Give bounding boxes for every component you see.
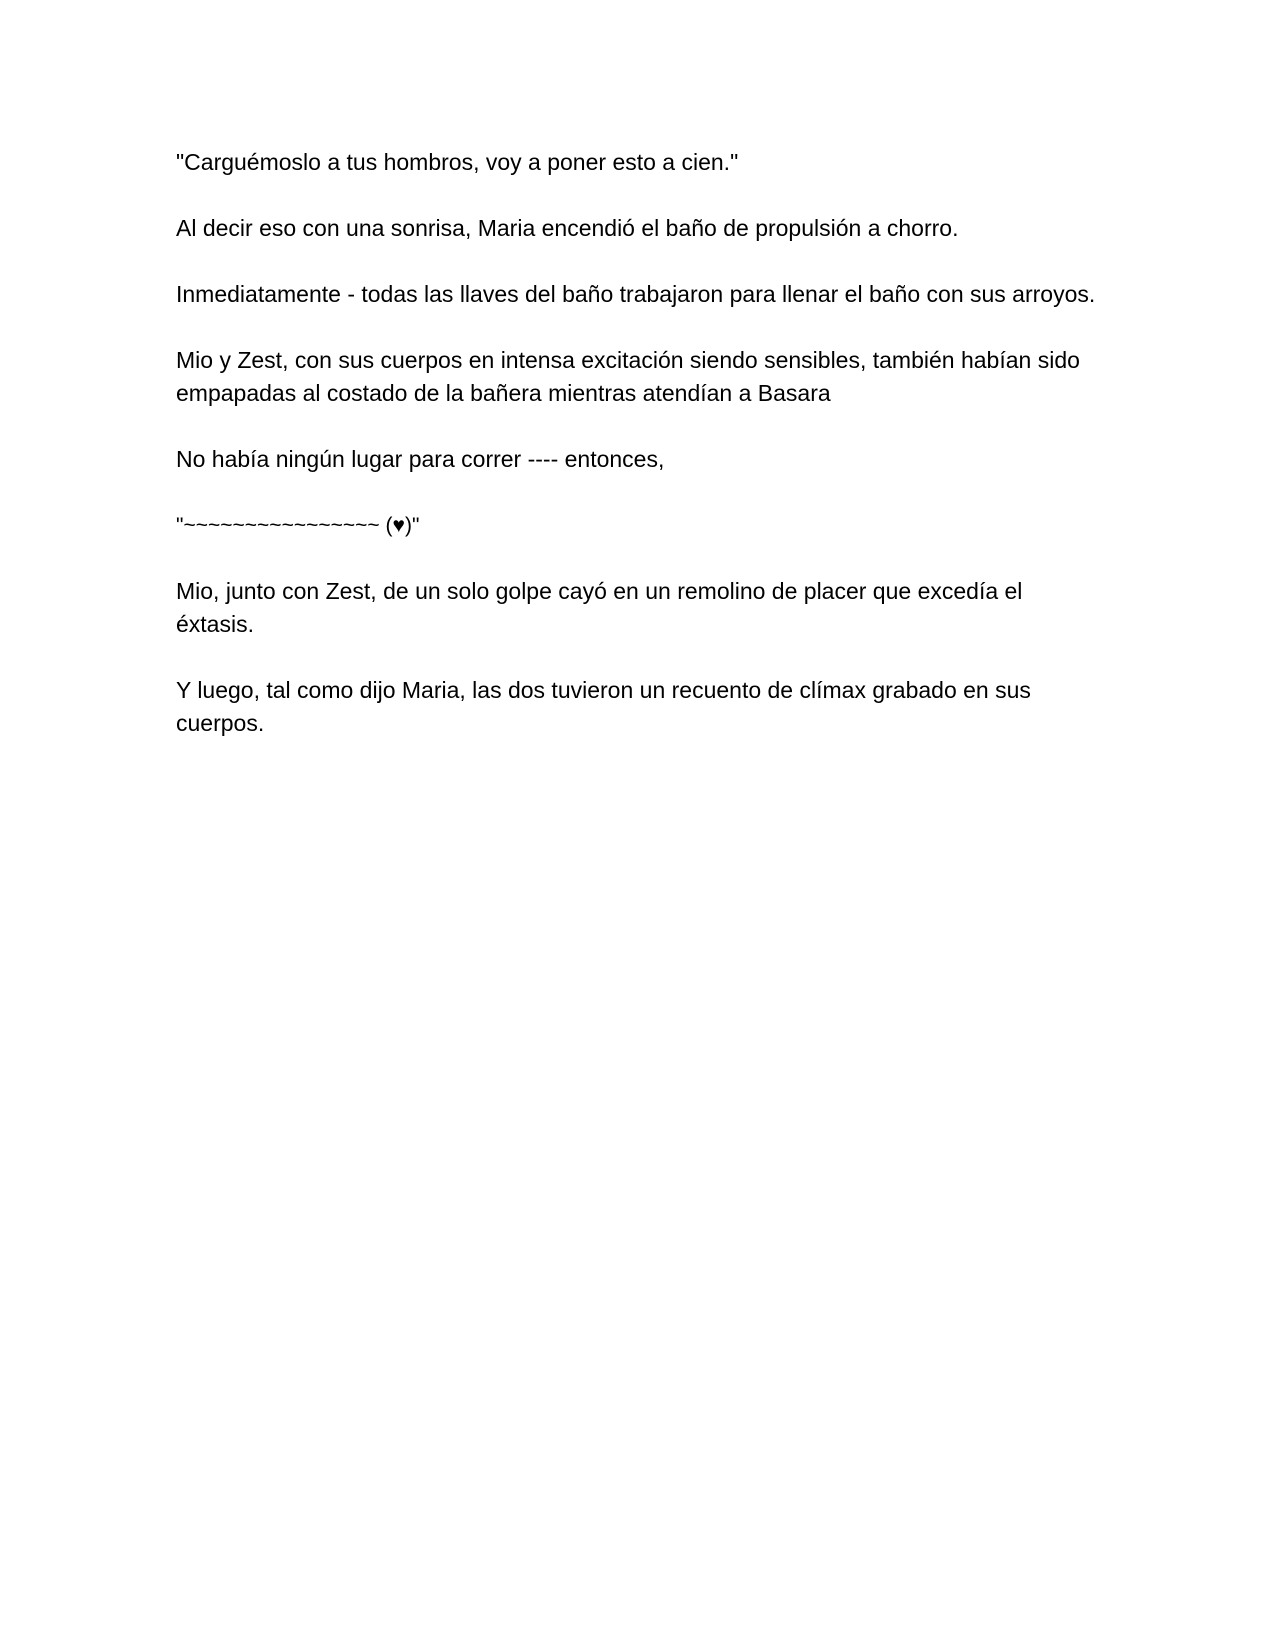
paragraph-5: No había ningún lugar para correr ---- entonces,: [176, 446, 665, 472]
paragraph-8: Y luego, tal como dijo Maria, las dos tuvieron un recuento de clímax grabado en sus cuerpos.: [176, 677, 1031, 736]
document-body: [176, 146, 1096, 773]
paragraph-6: "~~~~~~~~~~~~~~~~ (♥)": [176, 514, 420, 537]
paragraph-7: Mio, junto con Zest, de un solo golpe cayó en un remolino de placer que excedía el éxtasis.: [176, 578, 1023, 637]
paragraph-1: "Carguémoslo a tus hombros, voy a poner esto a cien.": [176, 149, 739, 175]
paragraph-4: Mio y Zest, con sus cuerpos en intensa excitación siendo sensibles, también habían sido empapadas al costado de la bañera mientras atendían a Basara: [176, 347, 1080, 406]
paragraph-2: Al decir eso con una sonrisa, Maria encendió el baño de propulsión a chorro.: [176, 215, 959, 241]
paragraph-3: Inmediatamente - todas las llaves del baño trabajaron para llenar el baño con sus arroyos.: [176, 281, 1096, 307]
